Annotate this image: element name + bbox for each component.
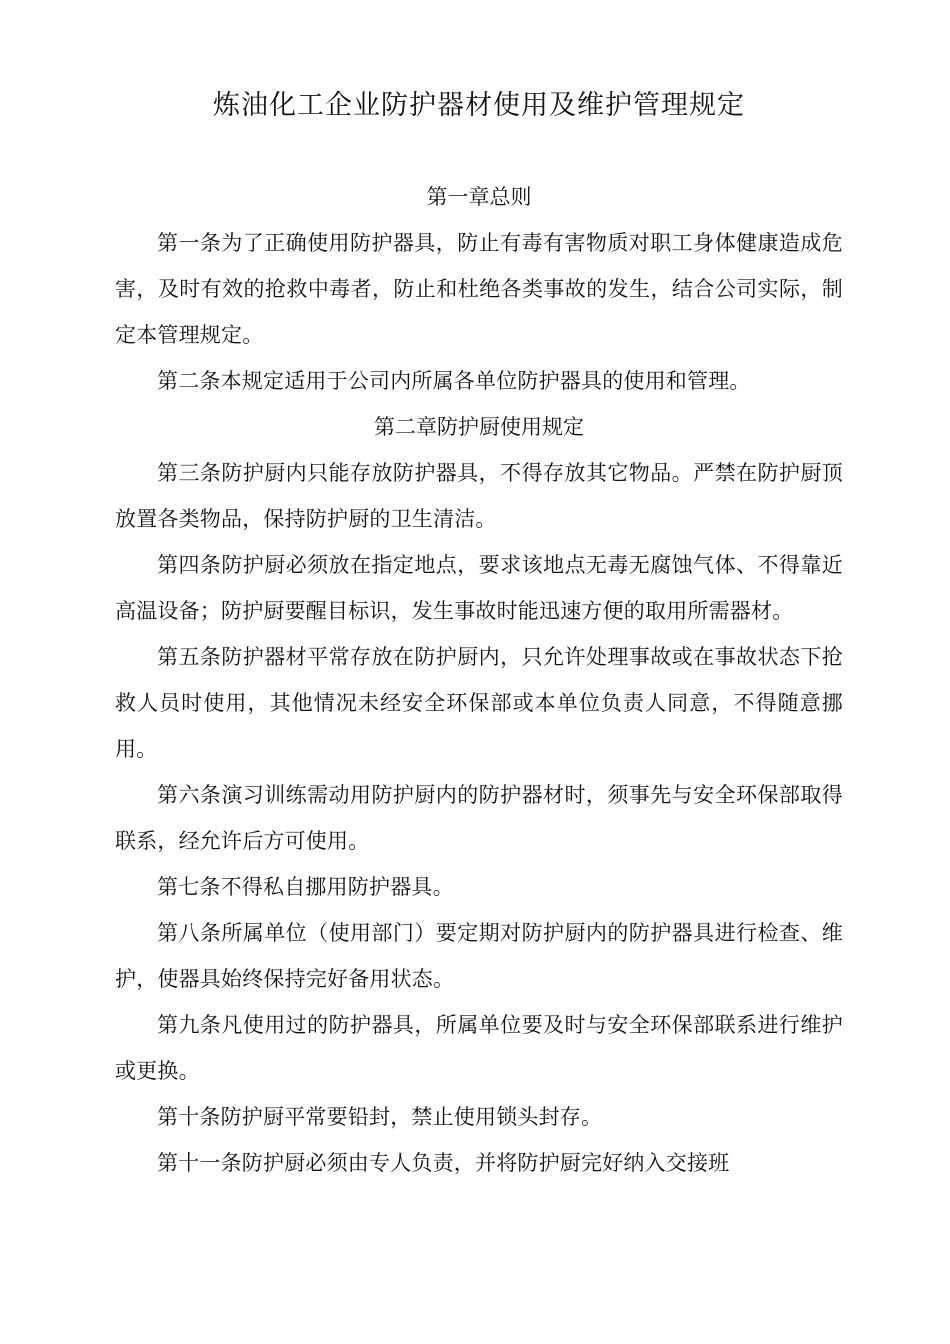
article-10: 第十条防护厨平常要铅封，禁止使用锁头封存。 xyxy=(157,1105,603,1129)
article-7: 第七条不得私自挪用防护器具。 xyxy=(157,875,454,899)
document-page xyxy=(115,82,843,1186)
article-11: 第十一条防护厨必须由专人负责，并将防护厨完好纳入交接班 xyxy=(157,1151,730,1175)
article-9: 第九条凡使用过的防护器具，所属单位要及时与安全环保部联系进行维护或更换。 xyxy=(115,1013,843,1083)
article-6: 第六条演习训练需动用防护厨内的防护器材时，须事先与安全环保部取得联系，经允许后方可使用。 xyxy=(115,783,843,853)
article-4: 第四条防护厨必须放在指定地点，要求该地点无毒无腐蚀气体、不得靠近高温设备；防护厨要醒目标识，发生事故时能迅速方便的取用所需器材。 xyxy=(115,553,843,623)
article-3: 第三条防护厨内只能存放防护器具，不得存放其它物品。严禁在防护厨顶放置各类物品，保持防护厨的卫生清洁。 xyxy=(115,461,843,531)
article-8: 第八条所属单位（使用部门）要定期对防护厨内的防护器具进行检查、维护，使器具始终保持完好备用状态。 xyxy=(115,921,843,991)
chapter-2-heading: 第二章防护厨使用规定 xyxy=(374,415,584,439)
document-title: 炼油化工企业防护器材使用及维护管理规定 xyxy=(213,90,745,121)
article-1: 第一条为了正确使用防护器具，防止有毒有害物质对职工身体健康造成危害，及时有效的抢救中毒者，防止和杜绝各类事故的发生，结合公司实际，制定本管理规定。 xyxy=(115,231,843,347)
article-2: 第二条本规定适用于公司内所属各单位防护器具的使用和管理。 xyxy=(157,369,751,393)
chapter-1-heading: 第一章总则 xyxy=(426,185,532,209)
article-5: 第五条防护器材平常存放在防护厨内，只允许处理事故或在事故状态下抢救人员时使用，其他情况未经安全环保部或本单位负责人同意，不得随意挪用。 xyxy=(115,645,843,761)
